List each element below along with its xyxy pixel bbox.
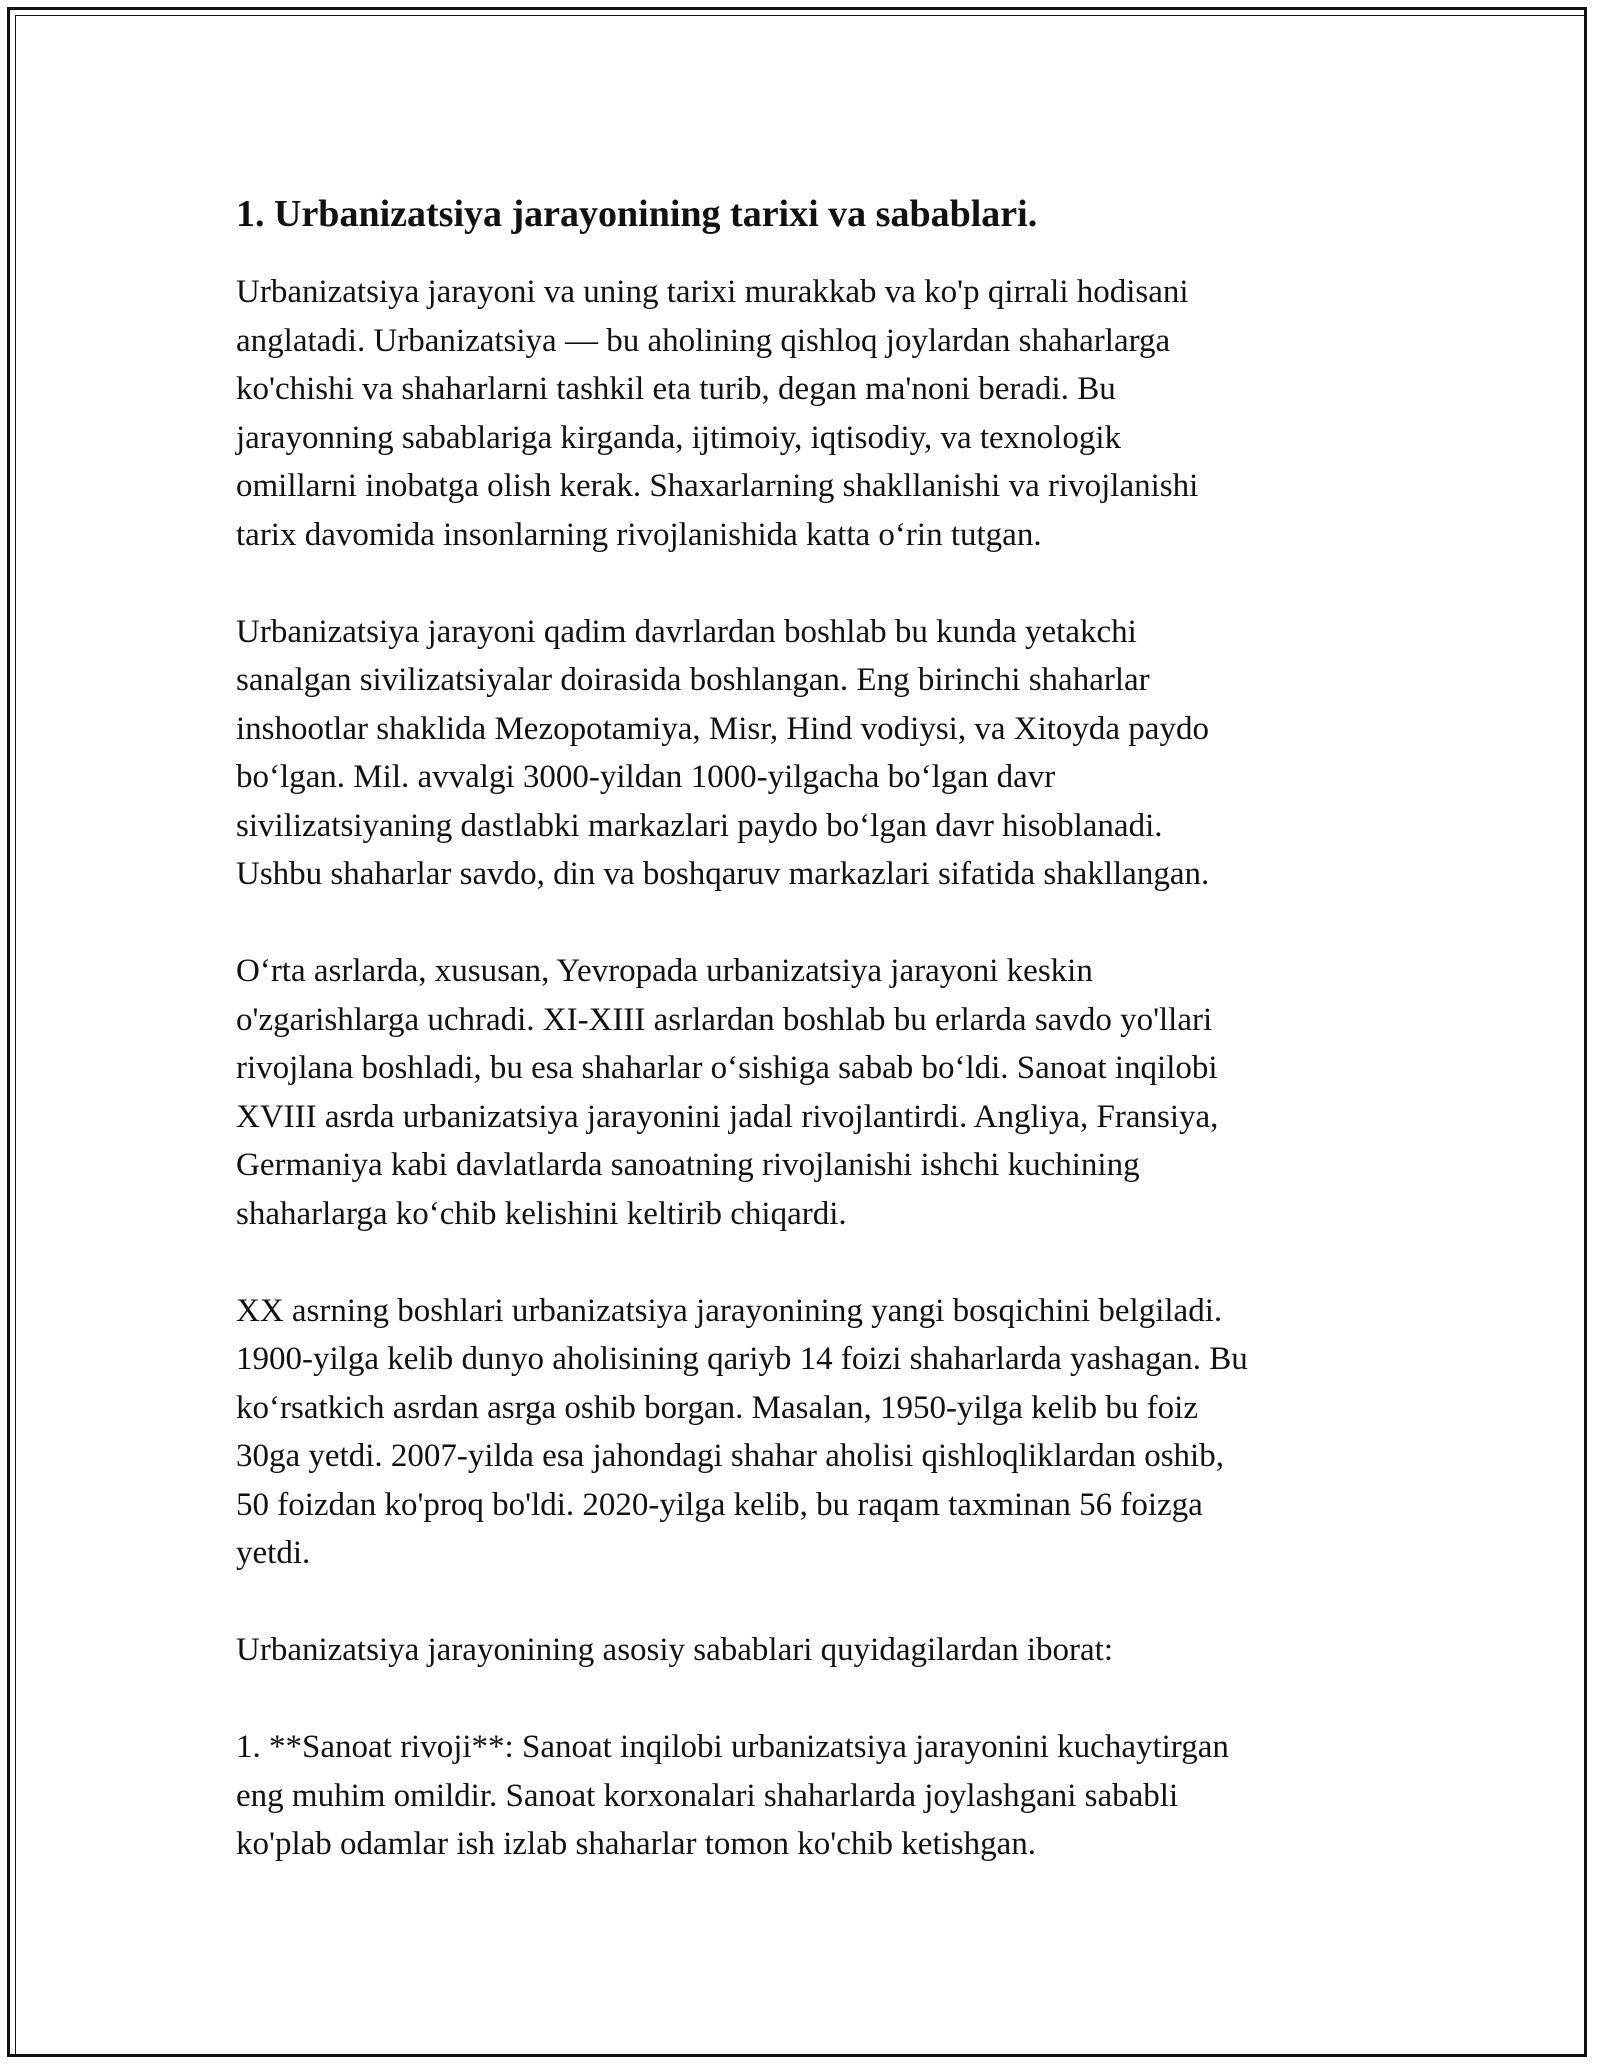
text-line: o'zgarishlarga uchradi. XI-XIII asrlardan boshlab bu erlarda savdo yo'llari [236, 1001, 1213, 1038]
text-line: Urbanizatsiya jarayoni va uning tarixi murakkab va ko'p qirrali hodisani [236, 274, 1189, 310]
section-heading: 1. Urbanizatsiya jarayonining tarixi va sabablari. [236, 193, 1038, 235]
text-line: anglatadi. Urbanizatsiya — bu aholining qishloq joylardan shaharlarga [236, 322, 1171, 359]
text-line: Urbanizatsiya jarayonining asosiy sabablari quyidagilardan iborat: [236, 1632, 1113, 1668]
text-line: rivojlana boshladi, bu esa shaharlar o‘sishiga sabab bo‘ldi. Sanoat inqilobi [236, 1050, 1218, 1086]
text-line: XX asrning boshlari urbanizatsiya jarayonining yangi bosqichini belgiladi. [236, 1292, 1223, 1329]
text-line: 30ga yetdi. 2007-yilda esa jahondagi shahar aholisi qishloqliklardan oshib, [236, 1438, 1224, 1474]
text-line: bo‘lgan. Mil. avvalgi 3000-yildan 1000-yilgacha bo‘lgan davr [236, 759, 1056, 795]
text-line: 1900-yilga kelib dunyo aholisining qariyb 14 foizi shaharlarda yashagan. Bu [236, 1341, 1248, 1377]
paragraph-3 [236, 947, 1376, 1238]
text-line: Urbanizatsiya jarayoni qadim davrlardan boshlab bu kunda yetakchi [236, 613, 1137, 650]
text-line: sivilizatsiyaning dastlabki markazlari paydo bo‘lgan davr hisoblanadi. [236, 807, 1163, 844]
paragraph-2 [236, 608, 1376, 899]
text-line: ko'chishi va shaharlarni tashkil eta turib, degan ma'noni beradi. Bu [236, 371, 1116, 407]
text-line: eng muhim omildir. Sanoat korxonalari shaharlarda joylashgani sababli [236, 1777, 1179, 1814]
text-line: Ushbu shaharlar savdo, din va boshqaruv markazlari sifatida shakllangan. [236, 856, 1210, 892]
text-line: ko‘rsatkich asrdan asrga oshib borgan. Masalan, 1950-yilga kelib bu foiz [236, 1389, 1198, 1426]
text-line: sanalgan sivilizatsiyalar doirasida boshlangan. Eng birinchi shaharlar [236, 662, 1150, 698]
paragraph-1 [236, 268, 1376, 559]
text-line: yetdi. [236, 1535, 311, 1571]
paragraph-4 [236, 1287, 1376, 1578]
text-line: O‘rta asrlarda, xususan, Yevropada urbanizatsiya jarayoni keskin [236, 953, 1093, 989]
paragraph-5 [236, 1626, 1376, 1675]
paragraph-6-list-item [236, 1723, 1376, 1869]
text-line: tarix davomida insonlarning rivojlanishida katta o‘rin tutgan. [236, 516, 1042, 553]
text-line: inshootlar shaklida Mezopotamiya, Misr, Hind vodiysi, va Xitoyda paydo [236, 710, 1209, 747]
text-line: shaharlarga ko‘chib kelishini keltirib chiqardi. [236, 1195, 847, 1232]
text-line: 50 foizdan ko'proq bo'ldi. 2020-yilga kelib, bu raqam taxminan 56 foizga [236, 1486, 1203, 1523]
text-line: omillarni inobatga olish kerak. Shaxarlarning shakllanishi va rivojlanishi [236, 468, 1199, 504]
document-body [236, 190, 1376, 1917]
text-line: jarayonning sabablariga kirganda, ijtimoiy, iqtisodiy, va texnologik [236, 419, 1122, 456]
text-line: 1. **Sanoat rivoji**: Sanoat inqilobi urbanizatsiya jarayonini kuchaytirgan [236, 1729, 1229, 1765]
text-line: XVIII asrda urbanizatsiya jarayonini jadal rivojlantirdi. Angliya, Fransiya, [236, 1098, 1219, 1135]
text-line: ko'plab odamlar ish izlab shaharlar tomon ko'chib ketishgan. [236, 1826, 1037, 1862]
text-line: Germaniya kabi davlatlarda sanoatning rivojlanishi ishchi kuchining [236, 1147, 1140, 1183]
